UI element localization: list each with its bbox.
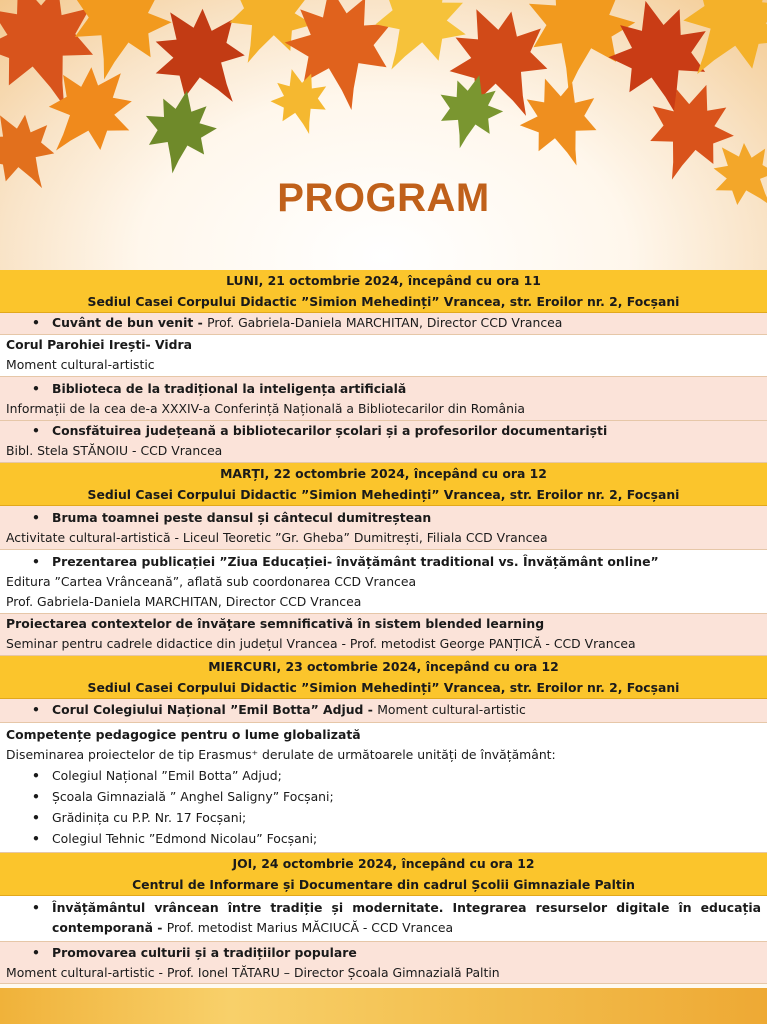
schedule-item <box>0 421 767 463</box>
item-title: • Prezentarea publicației ”Ziua Educației- învățământ traditional vs. Învățământ online” <box>6 552 761 572</box>
schedule-item <box>0 550 767 614</box>
schedule-item <box>0 699 767 723</box>
item-speaker: Prof. Gabriela-Daniela MARCHITAN, Director CCD Vrancea <box>207 315 563 330</box>
list-item: • Școala Gimnazială ” Anghel Saligny” Focșani; <box>6 786 761 807</box>
list-item: • Colegiul Tehnic ”Edmond Nicolau” Focșani; <box>6 828 761 849</box>
page-title: PROGRAM <box>277 176 490 220</box>
day-location: Sediul Casei Corpului Didactic ”Simion Mehedinți” Vrancea, str. Eroilor nr. 2, Focșani <box>87 487 680 502</box>
day-header-thursday <box>0 853 767 896</box>
item-title: Învățământul vrâncean între tradiție și modernitate. Integrarea resurselor digitale în educația contemporană - <box>52 900 761 935</box>
schedule-item <box>0 896 767 942</box>
day-header-monday <box>0 270 767 313</box>
day-location: Sediul Casei Corpului Didactic ”Simion Mehedinți” Vrancea, str. Eroilor nr. 2, Focșani <box>87 680 680 695</box>
maple-leaves-decoration <box>0 0 767 270</box>
item-detail: Moment cultural-artistic <box>377 702 526 717</box>
schedule-item <box>0 614 767 656</box>
day-date: LUNI, 21 octombrie 2024, începând cu ora 11 <box>226 273 541 288</box>
day-date: JOI, 24 octombrie 2024, începând cu ora 12 <box>232 856 535 871</box>
item-detail: Prof. Gabriela-Daniela MARCHITAN, Director CCD Vrancea <box>6 594 362 609</box>
item-detail: Editura ”Cartea Vrânceană”, aflată sub coordonarea CCD Vrancea <box>6 574 417 589</box>
item-title: Corul Parohiei Irești- Vidra <box>6 337 192 352</box>
schedule-item <box>0 506 767 550</box>
schedule-item <box>0 942 767 984</box>
item-title: Corul Colegiului Național ”Emil Botta” Adjud - <box>52 702 378 717</box>
item-detail: Diseminarea proiectelor de tip Erasmus⁺ derulate de următoarele unități de învățământ: <box>6 747 556 762</box>
list-item: • Grădinița cu P.P. Nr. 17 Focșani; <box>6 807 761 828</box>
day-header-wednesday <box>0 656 767 699</box>
item-detail: Seminar pentru cadrele didactice din județul Vrancea - Prof. metodist George PANȚICĂ - CCD Vrancea <box>6 636 636 651</box>
item-title: • Consfătuirea județeană a bibliotecarilor școlari și a profesorilor documentariști <box>6 421 761 441</box>
item-title: • Bruma toamnei peste dansul și cântecul dumitreștean <box>6 508 761 528</box>
item-detail: Moment cultural-artistic - Prof. Ionel TĂTARU – Director Școala Gimnazială Paltin <box>6 965 500 980</box>
item-title: • Biblioteca de la tradițional la inteligența artificială <box>6 379 761 399</box>
schedule-item <box>0 377 767 421</box>
list-item: • Colegiul Național ”Emil Botta” Adjud; <box>6 765 761 786</box>
schedule-item <box>0 723 767 853</box>
item-title: Cuvânt de bun venit - <box>52 315 208 330</box>
schedule-item <box>0 313 767 335</box>
item-detail: Activitate cultural-artistică - Liceul Teoretic ”Gr. Gheba” Dumitrești, Filiala CCD Vrancea <box>6 530 548 545</box>
day-location: Sediul Casei Corpului Didactic ”Simion Mehedinți” Vrancea, str. Eroilor nr. 2, Focșani <box>87 294 680 309</box>
day-date: MIERCURI, 23 octombrie 2024, începând cu ora 12 <box>208 659 559 674</box>
item-speaker: Prof. metodist Marius MĂCIUCĂ - CCD Vrancea <box>166 920 454 935</box>
autumn-leaves-banner <box>0 0 767 270</box>
day-location: Centrul de Informare și Documentare din cadrul Școlii Gimnaziale Paltin <box>132 877 635 892</box>
program-schedule <box>0 270 767 984</box>
item-detail: Moment cultural-artistic <box>6 357 155 372</box>
day-header-tuesday <box>0 463 767 506</box>
schedule-item <box>0 335 767 377</box>
item-title: • Promovarea culturii și a tradițiilor populare <box>6 943 761 963</box>
item-detail: Informații de la cea de-a XXXIV-a Conferință Națională a Bibliotecarilor din România <box>6 401 525 416</box>
item-title: Proiectarea contextelor de învățare semnificativă în sistem blended learning <box>6 616 545 631</box>
item-title: Competențe pedagogice pentru o lume globalizată <box>6 727 361 742</box>
day-date: MARȚI, 22 octombrie 2024, începând cu ora 12 <box>220 466 547 481</box>
footer-decoration <box>0 988 767 1024</box>
item-detail: Bibl. Stela STĂNOIU - CCD Vrancea <box>6 443 223 458</box>
